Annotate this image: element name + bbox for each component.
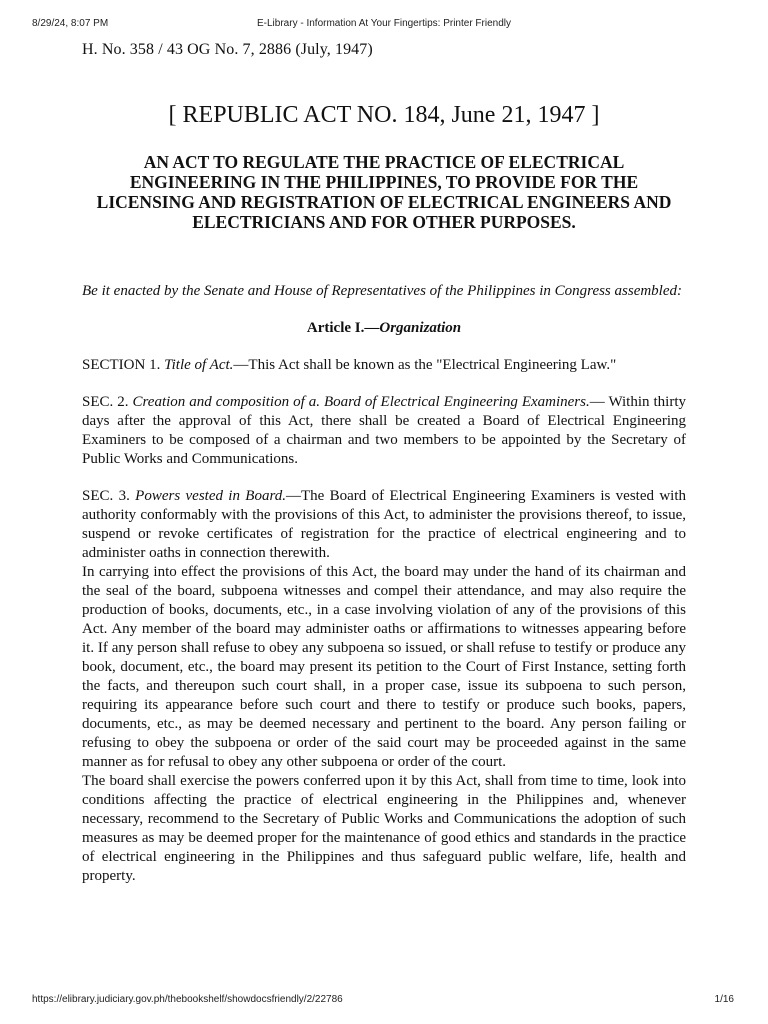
article-label: Article I.— xyxy=(306,320,380,336)
print-url: https://elibrary.judiciary.gov.ph/thebookshelf/showdocsfriendly/2/22786 xyxy=(32,994,343,1005)
document-body xyxy=(82,40,686,886)
article-heading xyxy=(82,319,686,338)
page-indicator: 1/16 xyxy=(714,994,734,1005)
section-1 xyxy=(82,356,686,375)
section-number: SEC. 3. xyxy=(82,488,136,504)
article-name: Organization xyxy=(379,320,462,336)
print-page-title: E-Library - Information At Your Fingertips: Printer Friendly xyxy=(257,18,511,29)
act-subtitle: AN ACT TO REGULATE THE PRACTICE OF ELECTRICAL ENGINEERING IN THE PHILIPPINES, TO PROVIDE FOR THE LICENSING AND REGISTRATION OF ELECTRICAL ENGINEERS AND ELECTRICIANS AND FOR OTHER PURPOSES. xyxy=(96,152,672,232)
section-heading: Powers vested in Board. xyxy=(135,488,286,504)
section-number: SEC. 2. xyxy=(82,394,133,410)
section-text: — Within thirty days after the approval of this Act, there shall be created a Board of Electrical Engineering Examiners to be composed of a chairman and two members to be appointed by the Secretary of Public Works and Communications. xyxy=(82,394,686,467)
document-reference: H. No. 358 / 43 OG No. 7, 2886 (July, 1947) xyxy=(82,41,373,58)
print-header xyxy=(32,18,736,32)
enacting-clause: Be it enacted by the Senate and House of Representatives of the Philippines in Congress assembled: xyxy=(82,283,683,299)
print-datetime: 8/29/24, 8:07 PM xyxy=(32,18,109,29)
section-3-paragraph: The board shall exercise the powers conferred upon it by this Act, shall from time to time, look into conditions affecting the practice of electrical engineering in the Philippines and, whenever necessary, recommend to the Secretary of Public Works and Communications the adoption of such measures as may be deemed proper for the maintenance of good ethics and standards in the practice of electrical engineering in the Philippines and thus safeguard public welfare, life, health and property. xyxy=(82,773,686,884)
section-3 xyxy=(82,487,686,563)
section-2 xyxy=(82,393,686,469)
print-footer xyxy=(32,994,736,1008)
section-text: —This Act shall be known as the "Electrical Engineering Law." xyxy=(233,357,617,373)
section-number: SECTION 1. xyxy=(82,357,165,373)
section-3-paragraph: In carrying into effect the provisions of this Act, the board may under the hand of its chairman and the seal of the board, subpoena witnesses and compel their attendance, and may also require the production of books, documents, etc., in a case involving violation of any of the provisions of this Act. Any member of the board may administer oaths or affirmations to witnesses appearing before it. If any person shall refuse to obey any subpoena so issued, or shall refuse to testify or produce any book, document, etc., the board may present its petition to the Court of First Instance, setting forth the facts, and thereupon such court shall, in a proper case, issue its subpoena to such person, requiring its appearance before such court and there to testify or produce such books, papers, documents, etc., as may be deemed necessary and pertinent to the board. Any person failing or refusing to obey the subpoena or order of the said court may be proceeded against in the same manner as for refusal to obey any other subpoena or order of the court. xyxy=(82,564,686,770)
act-title: [ REPUBLIC ACT NO. 184, June 21, 1947 ] xyxy=(168,102,600,128)
section-text: —The Board of Electrical Engineering Examiners is vested with authority conformably with the provisions of this Act, to administer the provisions thereof, to issue, suspend or revoke certificates of registration for the practice of electrical engineering and to administer oaths in connection therewith. xyxy=(82,488,686,561)
section-heading: Title of Act. xyxy=(164,357,234,373)
section-heading: Creation and composition of a. Board of Electrical Engineering Examiners. xyxy=(132,394,590,410)
